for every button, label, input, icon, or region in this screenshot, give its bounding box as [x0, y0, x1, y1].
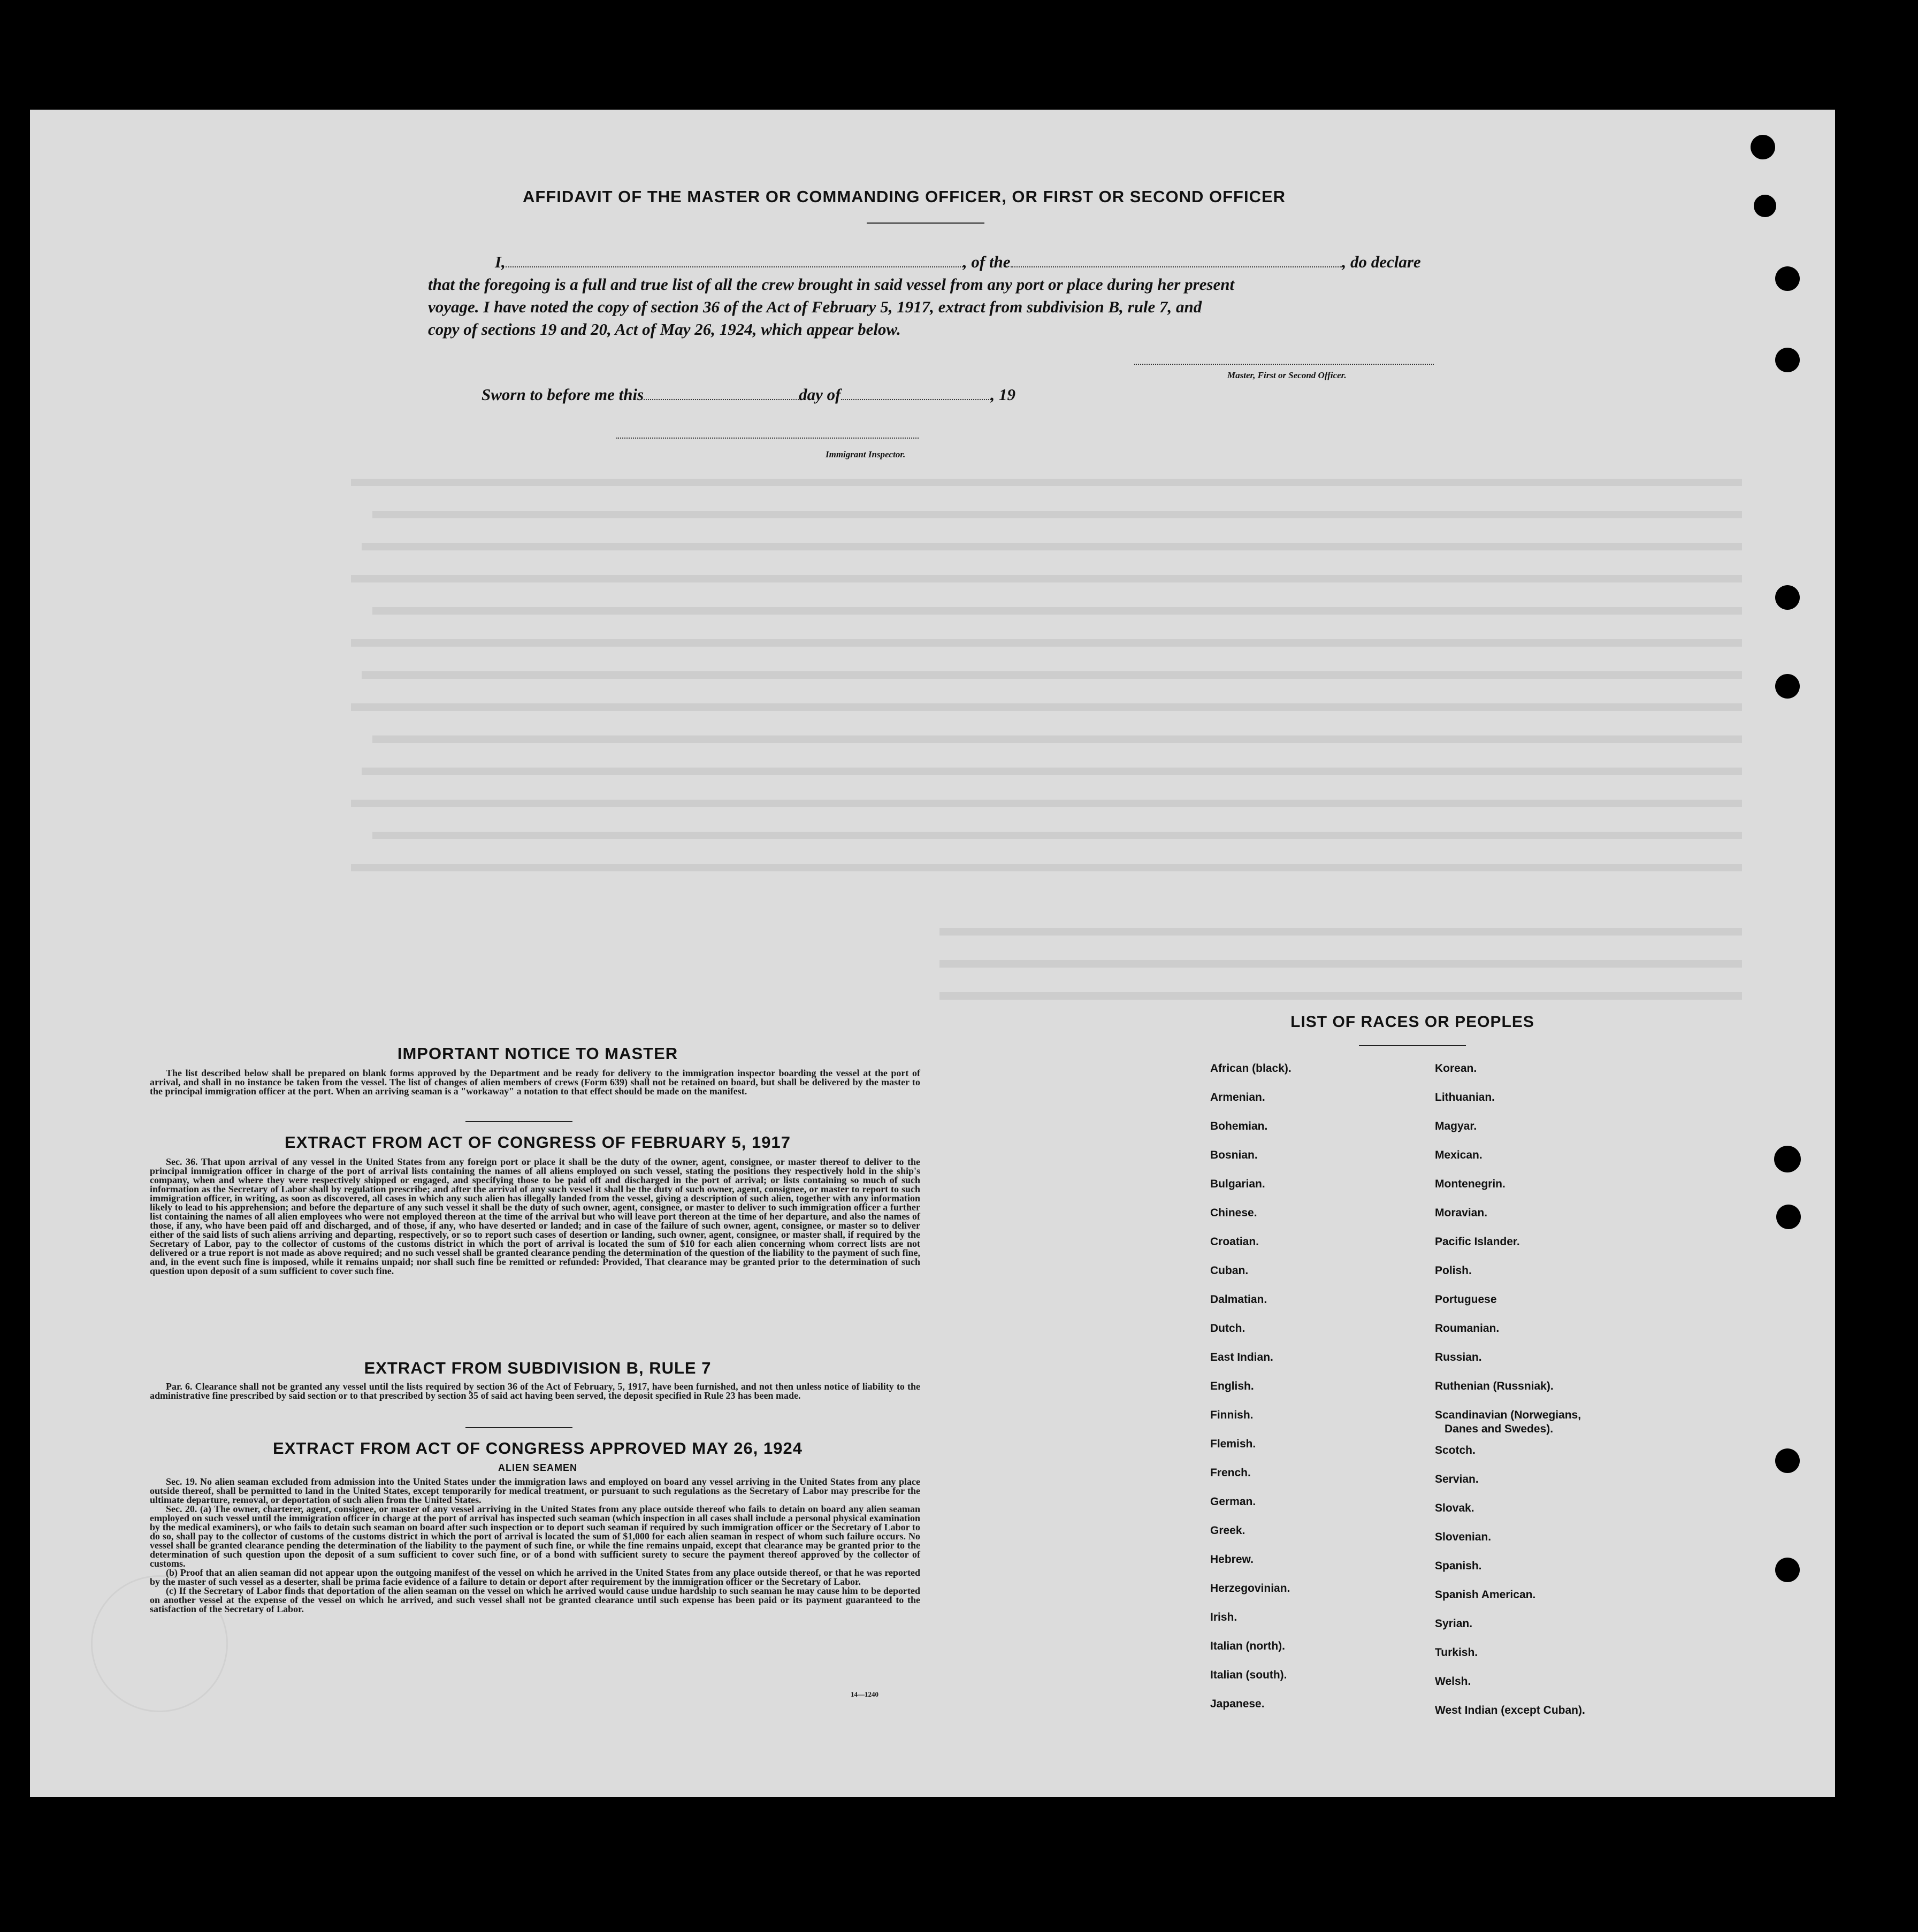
races-divider [1359, 1045, 1466, 1046]
section-divider [465, 1121, 572, 1122]
race-item: Lithuanian. [1435, 1091, 1495, 1103]
inspector-signature-line [616, 438, 919, 439]
punch-hole [1754, 195, 1776, 217]
race-item: Armenian. [1210, 1091, 1265, 1103]
race-item: French. [1210, 1467, 1251, 1479]
race-item: Italian (north). [1210, 1640, 1285, 1652]
race-item: Italian (south). [1210, 1669, 1287, 1681]
races-title: LIST OF RACES OR PEOPLES [1290, 1013, 1534, 1031]
race-item: Bosnian. [1210, 1149, 1258, 1161]
punch-hole [1751, 135, 1775, 159]
sec-20c: (c) If the Secretary of Labor finds that deportation of the alien seaman on the vessel on which he arrived would cause undue hardship to such seaman he may cause him to be deported on another vessel at the expense of the vessel on which he arrived, and such vessel shall not be granted clearance until such expense has been paid or its payment guaranteed to the satisfaction of the Secretary of Labor. [150, 1585, 920, 1614]
race-item: English. [1210, 1380, 1254, 1392]
race-item: Syrian. [1435, 1617, 1473, 1630]
race-item: Japanese. [1210, 1698, 1265, 1710]
race-item: Spanish. [1435, 1560, 1482, 1572]
inspector-caption: Immigrant Inspector. [826, 449, 906, 459]
race-item: Hebrew. [1210, 1553, 1254, 1566]
race-item: Spanish American. [1435, 1589, 1536, 1601]
extract-rule7-text: Par. 6. Clearance shall not be granted any vessel until the lists required by section 36 of the Act of February, 5, 1917, have been furnished, and not then unless notice of liability to the administrative fine prescribed by said section or to that prescribed by section 35 of said act having been served, the deposit specified in Rule 23 has been made. [150, 1381, 920, 1401]
race-item: Flemish. [1210, 1438, 1256, 1450]
race-item: Slovenian. [1435, 1531, 1492, 1543]
extract-1917-text: Sec. 36. That upon arrival of any vessel in the United States from any foreign port or place it shall be the duty of the owner, agent, consignee, or master thereof to deliver to the principal immigration officer in charge of the port of arrival lists containing the names of all aliens employed on such vessel, stating the positions they respectively hold in the ship's company, when and where they were respectively shipped or engaged, and specifying those to be paid off and discharged in the port of arrival; or lists containing so much of such information as the Secretary of Labor shall by regulation prescribe; and after the arrival of any such vessel it shall be the duty of such owner, agent, consignee, or master to report to such immigration officer, in writing, as soon as discovered, all cases in which any such alien has illegally landed from the vessel, giving a description of such alien, together with any information likely to lead to his apprehension; and before the departure of any such vessel it shall be the duty of such owner, agent, consignee, or master to deliver to such immigration officer a further list containing the names of all alien employees who were not employed thereon at the time of the arrival but who will leave port thereon at the time of her departure, and also the names of those, if any, who have been paid off and discharged, and of those, if any, who have deserted or landed; and in case of the failure of such owner, agent, consignee, or master so to deliver either of the said lists of such aliens arriving and departing, respectively, or so to report such cases of desertion or landing, such owner, agent, consignee, or master shall, if required by the Secretary of Labor, pay to the collector of customs of the customs district in which the port of arrival is located the sum of $10 for each alien concerning whom correct lists are not delivered or a true report is not made as above required; and no such vessel shall be granted clearance pending the determination of the question of the liability to the payment of such fine, and, in the event such fine is imposed, while it remains unpaid; nor shall such fine be remitted or refunded: Provided, That clearance may be granted prior to the determination of such question upon deposit of a sum sufficient to cover such fine. [150, 1156, 920, 1276]
affidavit-title: AFFIDAVIT OF THE MASTER OR COMMANDING OFFICER, OR FIRST OR SECOND OFFICER [522, 187, 1286, 206]
race-item: Slovak. [1435, 1502, 1474, 1514]
race-item: Servian. [1435, 1473, 1479, 1485]
sec-20b: (b) Proof that an alien seaman did not appear upon the outgoing manifest of the vessel on which he arrived in the United States from any place outside thereof, or that he was reported by the master of such vessel as a deserter, shall be prima facie evidence of a failure to detain or deport after requirement by the immigration officer or the Secretary of Labor. [150, 1567, 920, 1587]
race-item: German. [1210, 1496, 1256, 1508]
race-item: West Indian (except Cuban). [1435, 1704, 1585, 1716]
race-item: Dutch. [1210, 1322, 1245, 1335]
master-signature-line [1134, 364, 1434, 365]
race-item: Danes and Swedes). [1445, 1423, 1554, 1435]
race-item: Portuguese [1435, 1293, 1497, 1306]
sec-20a: Sec. 20. (a) The owner, charterer, agent, consignee, or master of any vessel arriving in the United States from any place outside thereof who fails to detain on board any alien seaman employed on such vessel until the immigration officer in charge at the port of arrival has inspected such seaman (which inspection in all cases shall include a personal physical examination by the medical examiners), or who fails to detain such seaman on board after such inspection or to deport such seaman if required by such immigration officer or the Secretary of Labor to do so, shall pay to the collector of customs of the customs district in which the port of arrival is located the sum of $1,000 for each alien seaman in respect of whom such failure occurs. No vessel shall be granted clearance pending the determination of the liability to the payment of such fine, or while the fine remains unpaid, except that clearance may be granted prior to the determination of such question upon the deposit of a sum sufficient to cover such fine, or of a bond with sufficient surety to secure the payment thereof approved by the collector of customs. [150, 1504, 920, 1569]
race-item: Bulgarian. [1210, 1178, 1265, 1190]
punch-hole [1776, 1205, 1801, 1229]
race-item: Chinese. [1210, 1207, 1257, 1219]
race-item: Pacific Islander. [1435, 1236, 1520, 1248]
race-item: Croatian. [1210, 1236, 1259, 1248]
extract-rule7-title: EXTRACT FROM SUBDIVISION B, RULE 7 [364, 1359, 712, 1377]
notice-title: IMPORTANT NOTICE TO MASTER [397, 1044, 678, 1063]
title-divider [867, 223, 984, 224]
race-item: Moravian. [1435, 1207, 1488, 1219]
race-item: Ruthenian (Russniak). [1435, 1380, 1554, 1392]
race-item: Montenegrin. [1435, 1178, 1506, 1190]
punch-hole [1775, 266, 1800, 291]
punch-hole [1775, 1558, 1800, 1582]
race-item: Irish. [1210, 1611, 1237, 1623]
race-item: Turkish. [1435, 1646, 1478, 1659]
extract-1924-title: EXTRACT FROM ACT OF CONGRESS APPROVED MAY 26, 1924 [273, 1439, 803, 1458]
race-item: East Indian. [1210, 1351, 1273, 1363]
sworn-line: Sworn to before me this day of , 19 [482, 385, 1015, 404]
race-item: Scandinavian (Norwegians, [1435, 1409, 1581, 1421]
declaration-line-4: copy of sections 19 and 20, Act of May 26, 1924, which appear below. [428, 320, 901, 339]
section-divider [465, 1427, 572, 1428]
race-item: Cuban. [1210, 1264, 1249, 1277]
race-item: Bohemian. [1210, 1120, 1268, 1132]
race-item: Finnish. [1210, 1409, 1254, 1421]
race-item: Scotch. [1435, 1444, 1476, 1456]
extract-1917-title: EXTRACT FROM ACT OF CONGRESS OF FEBRUARY 5, 1917 [285, 1133, 791, 1152]
declaration-line-3: voyage. I have noted the copy of section 36 of the Act of February 5, 1917, extract from subdivision B, rule 7, and [428, 297, 1202, 316]
punch-hole [1775, 348, 1800, 372]
declaration-line-1: I, , of the , do declare [495, 252, 1421, 271]
embossed-seal [91, 1575, 228, 1712]
race-item: African (black). [1210, 1062, 1292, 1075]
race-item: Herzegovinian. [1210, 1582, 1290, 1594]
race-item: Mexican. [1435, 1149, 1483, 1161]
notice-text: The list described below shall be prepared on blank forms approved by the Department and be ready for delivery to the immigration inspector boarding the vessel at the port of arrival, and shall in no instance be taken from the vessel. The list of changes of alien members of crews (Form 639) shall not be retained on board, but shall be delivered by the master to the principal immigration officer at the port. When an arriving seaman is a "workaway" a notation to that effect should be made on the manifest. [150, 1068, 920, 1097]
punch-hole [1774, 1146, 1801, 1172]
race-item: Russian. [1435, 1351, 1482, 1363]
punch-hole [1775, 1448, 1800, 1473]
race-item: Korean. [1435, 1062, 1477, 1075]
extract-1924-subtitle: ALIEN SEAMEN [498, 1462, 577, 1473]
declaration-line-2: that the foregoing is a full and true list of all the crew brought in said vessel from any port or place during her present [428, 275, 1235, 294]
extract-1924-text [150, 1477, 920, 1614]
sec-19: Sec. 19. No alien seaman excluded from admission into the United States under the immigration laws and employed on board any vessel arriving in the United States from any place outside thereof, shall be permitted to land in the United States, except temporarily for medical treatment, or pursuant to such regulations as the Secretary of Labor may prescribe for the ultimate departure, removal, or deportation of such alien from the United States. [150, 1476, 920, 1505]
race-item: Roumanian. [1435, 1322, 1500, 1335]
master-caption: Master, First or Second Officer. [1227, 370, 1347, 380]
race-item: Welsh. [1435, 1675, 1471, 1688]
race-item: Polish. [1435, 1264, 1472, 1277]
punch-hole [1775, 585, 1800, 610]
form-number: 14—1240 [851, 1690, 878, 1698]
race-item: Greek. [1210, 1524, 1245, 1537]
punch-hole [1775, 674, 1800, 699]
race-item: Dalmatian. [1210, 1293, 1267, 1306]
race-item: Magyar. [1435, 1120, 1477, 1132]
